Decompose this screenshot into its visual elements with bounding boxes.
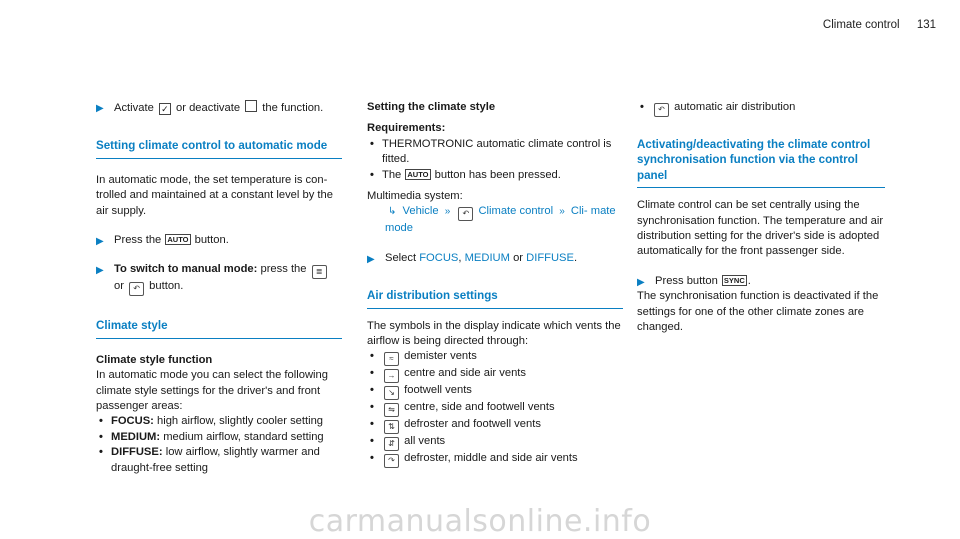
step-arrow-icon: ▶ — [637, 276, 645, 288]
defroster-middle-side-vents-icon: ↷ — [384, 454, 399, 468]
footwell-vents-icon: ↘ — [384, 386, 399, 400]
auto-button-icon: AUTO — [167, 235, 189, 245]
list-item: • ⇋ centre, side and footwell vents — [367, 400, 623, 417]
path-arrow-icon: » — [444, 206, 451, 218]
empty-box-icon — [245, 100, 257, 112]
step-arrow-icon: ▶ — [96, 265, 104, 277]
climate-style-function-title: Climate style function — [96, 353, 213, 366]
step-press-sync: ▶ Press button SYNC . — [637, 274, 885, 289]
step-arrow-icon: ▶ — [367, 253, 375, 265]
column-middle — [367, 100, 623, 468]
heading-climate-style: Climate style — [96, 318, 342, 338]
demister-vents-icon: ≈ — [384, 352, 399, 366]
list-item: • The AUTO button has been pressed. — [370, 168, 561, 181]
sync-button-icon: SYNC — [723, 275, 745, 285]
centre-side-footwell-vents-icon: ⇋ — [384, 403, 399, 417]
step-select-style: ▶ Select FOCUS, MEDIUM or DIFFUSE. — [367, 251, 623, 266]
page-number: 131 — [916, 19, 936, 31]
option-focus[interactable]: FOCUS — [419, 251, 459, 264]
heading-air-distribution: Air distribution settings — [367, 288, 623, 308]
list-item: • ⇅ defroster and footwell vents — [367, 417, 623, 434]
list-item: • ≈ demister vents — [367, 349, 623, 366]
list-item: • ↘ footwell vents — [367, 383, 623, 400]
path-arrow-icon: » — [559, 206, 565, 218]
option-diffuse[interactable]: DIFFUSE — [526, 251, 574, 264]
list-item: • → centre and side air vents — [367, 366, 623, 383]
list-item: • ↷ defroster, middle and side air vents — [367, 451, 623, 468]
list-item: • ⇵ all vents — [367, 434, 623, 451]
auto-button-icon: AUTO — [407, 169, 429, 179]
centre-side-vents-icon: → — [384, 369, 399, 383]
multimedia-system-label: Multimedia system: — [367, 190, 463, 203]
air-distribution-icon: ↶ — [129, 282, 144, 296]
list-item: • MEDIUM: medium airflow, standard setting — [99, 430, 324, 443]
auto-mode-paragraph: In automatic mode, the set temperature is con- trolled and maintained at a constant level by the air supply. — [96, 173, 333, 217]
air-distribution-paragraph: The symbols in the display indicate which vents the airflow is being directed through: — [367, 319, 621, 348]
step-arrow-icon: ▶ — [96, 236, 104, 248]
path-climate-control-link[interactable]: Climate control — [478, 205, 554, 218]
path-climate-mode-link[interactable]: Cli- mate mode — [385, 205, 616, 235]
heading-automatic-mode: Setting climate control to automatic mode — [96, 138, 342, 158]
automatic-air-distribution-icon: ↶ — [654, 103, 669, 117]
step-press-auto: ▶ Press the AUTO button. — [96, 233, 342, 248]
sync-note-paragraph: The synchronisation function is deactivated if the settings for one of the other climate zones are changed. — [637, 290, 879, 334]
climate-icon: ↶ — [458, 207, 473, 221]
page-header — [823, 18, 936, 33]
section-title: Climate control — [822, 19, 900, 31]
column-left — [96, 100, 342, 476]
step-activate: ▶ Activate ✓ or deactivate the function. — [96, 100, 342, 116]
option-medium[interactable]: MEDIUM — [464, 251, 510, 264]
step-manual-mode: ▶ To switch to manual mode: press the ≣ or ↶ button. — [96, 262, 342, 296]
path-start-arrow-icon: ↳ — [388, 206, 397, 218]
checked-box-icon: ✓ — [159, 103, 171, 115]
watermark: carmanualsonline.info — [308, 503, 652, 539]
sync-paragraph: Climate control can be set centrally using the synchronisation function. The temperature and air distribution setting for the driver's side is adopted automatically for the front passenger side. — [637, 199, 884, 258]
list-item: • DIFFUSE: low airflow, slightly warmer and draught-free setting — [99, 446, 320, 474]
setting-climate-style-title: Setting the climate style — [367, 101, 496, 113]
list-item: • THERMOTRONIC automatic climate control is fitted. — [370, 137, 612, 166]
defroster-footwell-vents-icon: ⇅ — [384, 420, 399, 434]
heading-synchronisation: Activating/deactivating the climate control synchronisation function via the control panel — [637, 137, 885, 188]
list-item: • FOCUS: high airflow, slightly cooler setting — [99, 415, 324, 428]
fan-speed-icon: ≣ — [312, 265, 327, 279]
path-vehicle-link[interactable]: Vehicle — [402, 205, 439, 218]
column-right — [637, 100, 885, 335]
step-arrow-icon: ▶ — [96, 103, 104, 114]
requirements-label: Requirements: — [367, 122, 446, 135]
climate-style-paragraph: In automatic mode you can select the following climate style settings for the driver's and front passenger areas: — [96, 369, 328, 413]
list-item: • ↶ automatic air distribution — [637, 100, 885, 117]
menu-path — [367, 204, 623, 236]
all-vents-icon: ⇵ — [384, 437, 399, 451]
